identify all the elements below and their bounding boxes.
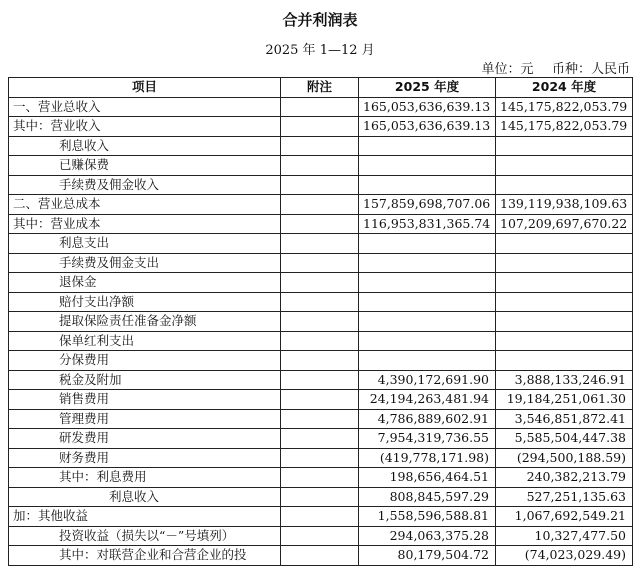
row-note [281,97,359,117]
table-row [9,468,633,488]
row-note [281,448,359,468]
row-note [281,175,359,195]
row-note [281,273,359,293]
row-value-2024: 240,382,213.79 [496,468,633,488]
row-note [281,370,359,390]
row-value-2024: (294,500,188.59) [496,448,633,468]
row-value-2025: 4,786,889,602.91 [359,409,496,429]
row-item-label: 已赚保费 [9,156,281,176]
row-value-2024: 3,888,133,246.91 [496,370,633,390]
row-note [281,331,359,351]
row-note [281,507,359,527]
row-value-2024 [496,136,633,156]
table-row [9,448,633,468]
row-value-2024: 139,119,938,109.63 [496,195,633,215]
row-value-2025: 165,053,636,639.13 [359,117,496,137]
table-row [9,546,633,566]
row-value-2025: 294,063,375.28 [359,526,496,546]
row-value-2024 [496,156,633,176]
unit-label: 单位：元 [481,62,534,77]
row-note [281,117,359,137]
table-row [9,117,633,137]
row-item-label: 其中：营业成本 [9,214,281,234]
row-item-label: 一、营业总收入 [9,97,281,117]
row-item-label: 提取保险责任准备金净额 [9,312,281,332]
table-row [9,214,633,234]
table-row [9,370,633,390]
row-note [281,136,359,156]
row-value-2024 [496,175,633,195]
row-note [281,487,359,507]
row-item-label: 赔付支出净额 [9,292,281,312]
column-header-item: 项目 [9,78,281,98]
row-value-2024: 527,251,135.63 [496,487,633,507]
row-note [281,390,359,410]
row-value-2025: 157,859,698,707.06 [359,195,496,215]
row-value-2025 [359,136,496,156]
row-item-label: 其中：对联营企业和合营企业的投 [9,546,281,566]
row-value-2024 [496,234,633,254]
table-row [9,312,633,332]
table-row [9,429,633,449]
row-item-label: 利息收入 [9,487,281,507]
row-value-2024 [496,253,633,273]
row-value-2025: 4,390,172,691.90 [359,370,496,390]
row-value-2025 [359,175,496,195]
row-item-label: 手续费及佣金收入 [9,175,281,195]
row-item-label: 利息支出 [9,234,281,254]
table-row [9,273,633,293]
statement-period: 2025 年 1—12 月 [265,43,375,58]
column-header-2025: 2025 年度 [359,78,496,98]
row-note [281,214,359,234]
row-item-label: 利息收入 [9,136,281,156]
row-value-2025 [359,273,496,293]
row-note [281,234,359,254]
row-value-2024 [496,312,633,332]
table-row [9,175,633,195]
column-header-note: 附注 [281,78,359,98]
row-item-label: 销售费用 [9,390,281,410]
row-value-2024 [496,292,633,312]
row-value-2025: (419,778,171.98) [359,448,496,468]
row-item-label: 手续费及佣金支出 [9,253,281,273]
row-value-2025 [359,253,496,273]
row-value-2024: (74,023,029.49) [496,546,633,566]
table-row [9,97,633,117]
row-item-label: 退保金 [9,273,281,293]
row-value-2024: 145,175,822,053.79 [496,97,633,117]
table-row [9,526,633,546]
currency-label: 币种：人民币 [551,62,630,77]
row-item-label: 税金及附加 [9,370,281,390]
row-value-2024: 107,209,697,670.22 [496,214,633,234]
row-value-2025 [359,312,496,332]
row-value-2024 [496,331,633,351]
row-item-label: 研发费用 [9,429,281,449]
row-note [281,156,359,176]
row-item-label: 投资收益（损失以“－”号填列） [9,526,281,546]
row-note [281,195,359,215]
row-note [281,526,359,546]
row-value-2025: 116,953,831,365.74 [359,214,496,234]
row-value-2024: 5,585,504,447.38 [496,429,633,449]
row-note [281,292,359,312]
column-header-2024: 2024 年度 [496,78,633,98]
row-value-2024 [496,351,633,371]
row-note [281,351,359,371]
row-value-2025: 80,179,504.72 [359,546,496,566]
table-row [9,331,633,351]
row-value-2025 [359,156,496,176]
row-value-2024 [496,273,633,293]
table-row [9,253,633,273]
row-item-label: 加：其他收益 [9,507,281,527]
table-row [9,507,633,527]
table-row [9,234,633,254]
table-row [9,351,633,371]
row-note [281,312,359,332]
row-note [281,468,359,488]
row-value-2025 [359,234,496,254]
row-value-2025 [359,351,496,371]
row-item-label: 其中：利息费用 [9,468,281,488]
row-value-2025 [359,292,496,312]
table-row [9,136,633,156]
row-note [281,429,359,449]
row-value-2024: 1,067,692,549.21 [496,507,633,527]
row-item-label: 保单红利支出 [9,331,281,351]
row-value-2025: 24,194,263,481.94 [359,390,496,410]
table-header-row [9,78,633,98]
unit-currency-line [479,58,630,77]
row-note [281,546,359,566]
income-statement-table [8,77,633,566]
row-note [281,409,359,429]
row-value-2025: 808,845,597.29 [359,487,496,507]
row-value-2025: 198,656,464.51 [359,468,496,488]
table-row [9,487,633,507]
statement-title: 合并利润表 [282,11,358,29]
row-item-label: 财务费用 [9,448,281,468]
row-value-2024: 19,184,251,061.30 [496,390,633,410]
row-item-label: 二、营业总成本 [9,195,281,215]
table-row [9,195,633,215]
row-item-label: 分保费用 [9,351,281,371]
row-value-2024: 145,175,822,053.79 [496,117,633,137]
row-value-2025 [359,331,496,351]
row-note [281,253,359,273]
table-row [9,292,633,312]
row-value-2025: 7,954,319,736.55 [359,429,496,449]
table-row [9,390,633,410]
row-value-2024: 3,546,851,872.41 [496,409,633,429]
row-value-2024: 10,327,477.50 [496,526,633,546]
table-row [9,156,633,176]
row-item-label: 管理费用 [9,409,281,429]
row-item-label: 其中：营业收入 [9,117,281,137]
row-value-2025: 1,558,596,588.81 [359,507,496,527]
row-value-2025: 165,053,636,639.13 [359,97,496,117]
table-row [9,409,633,429]
